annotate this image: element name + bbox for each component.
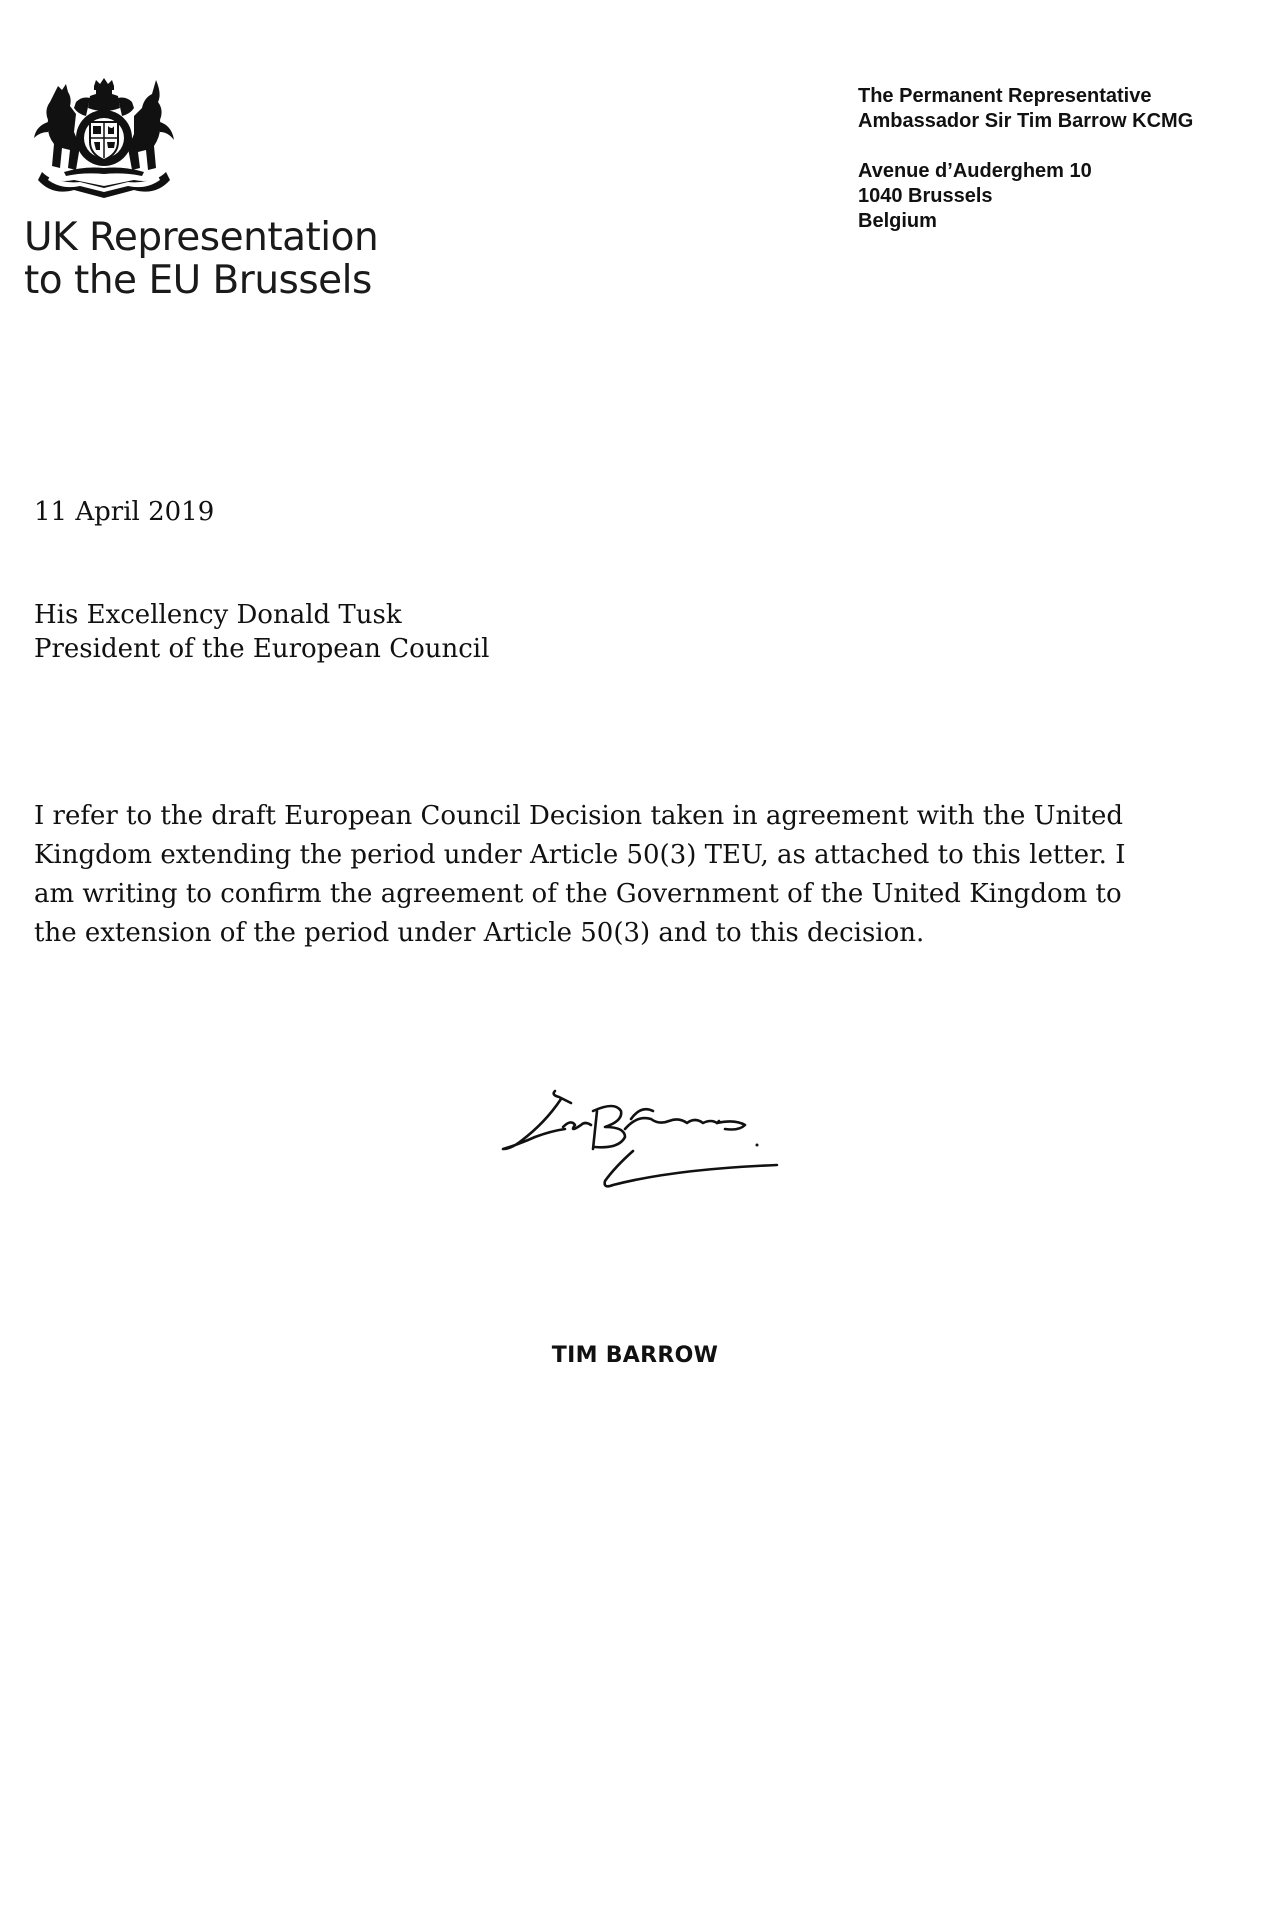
signatory-name-block xyxy=(0,1342,1270,1370)
sender-title: The Permanent Representative xyxy=(858,85,1152,107)
organisation-name xyxy=(24,216,378,302)
recipient-block xyxy=(34,598,489,666)
sender-address-line2: 1040 Brussels xyxy=(858,185,993,207)
sender-block xyxy=(858,84,1193,234)
sender-spacer xyxy=(858,134,1193,159)
sender-address-line1: Avenue d’Auderghem 10 xyxy=(858,160,1092,182)
organisation-name-line2: to the EU Brussels xyxy=(24,258,372,303)
letter-date: 11 April 2019 xyxy=(34,497,215,527)
recipient-line2: President of the European Council xyxy=(34,634,490,664)
letter-body xyxy=(34,797,1124,953)
body-line-1: I refer to the draft European Council Decision taken in agreement with the United xyxy=(34,801,1124,831)
recipient-line1: His Excellency Donald Tusk xyxy=(34,600,402,630)
sender-name: Ambassador Sir Tim Barrow KCMG xyxy=(858,110,1194,132)
body-line-2: Kingdom extending the period under Article 50(3) TEU, as attached to this letter. I xyxy=(34,840,1126,870)
royal-coat-of-arms-logo xyxy=(24,76,184,202)
signatory-name: TIM BARROW xyxy=(551,1343,719,1368)
sender-address-line3: Belgium xyxy=(858,210,937,232)
handwritten-signature xyxy=(455,1075,805,1215)
body-line-4: the extension of the period under Article 50(3) and to this decision. xyxy=(34,918,925,948)
body-line-3: am writing to confirm the agreement of the Government of the United Kingdom to xyxy=(34,879,1122,909)
organisation-name-line1: UK Representation xyxy=(24,215,379,260)
